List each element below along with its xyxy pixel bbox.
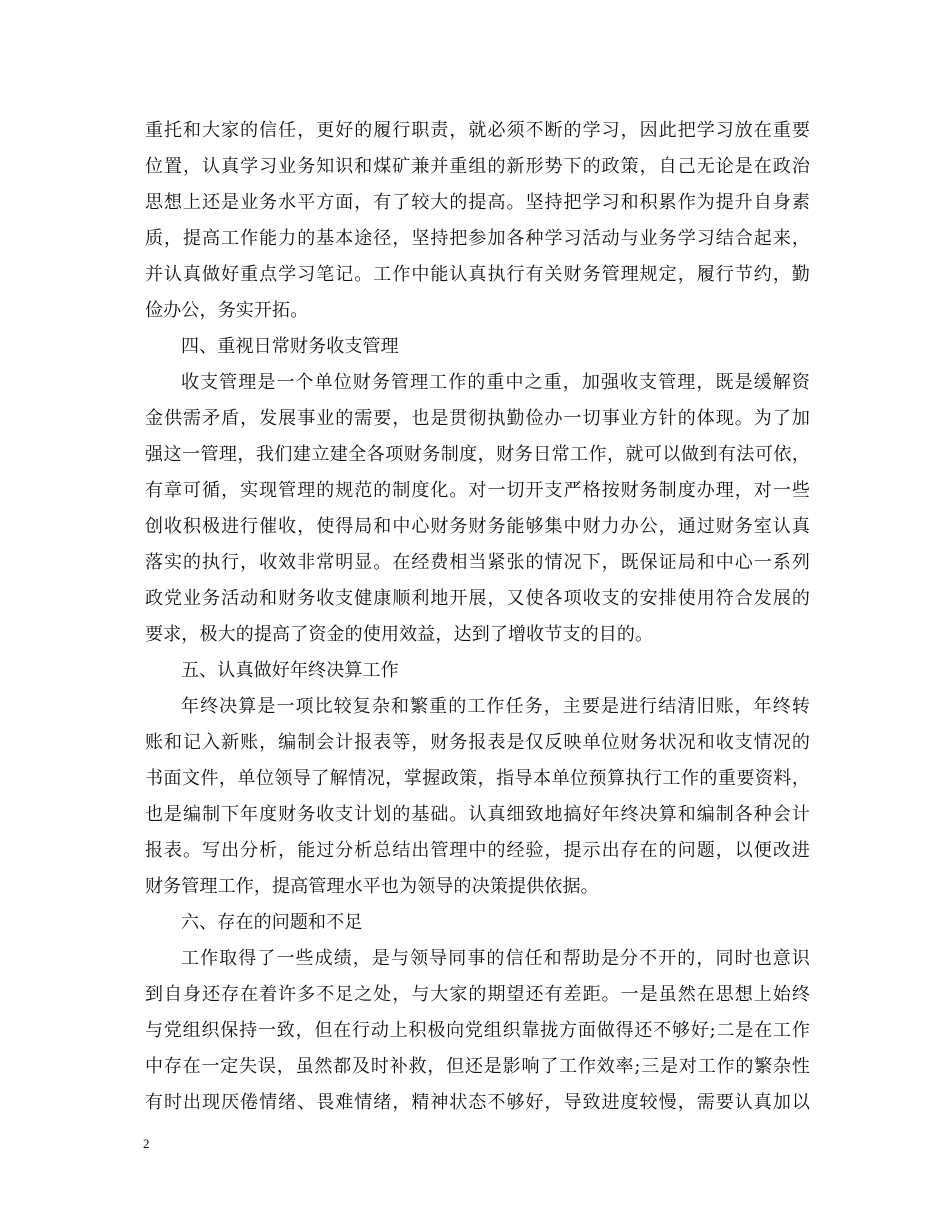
text-line: 到自身还存在着许多不足之处，与大家的期望还有差距。一是虽然在思想上始终: [145, 984, 810, 1005]
text-line: 金供需矛盾，发展事业的需要，也是贯彻执勤俭办一切事业方针的体现。为了加: [145, 408, 810, 429]
text-line: 五、认真做好年终决算工作: [181, 660, 399, 681]
text-line: 账和记入新账，编制会计报表等，财务报表是仅反映单位财务状况和收支情况的: [145, 732, 810, 753]
text-line: 财务管理工作，提高管理水平也为领导的决策提供依据。: [145, 876, 599, 897]
document-body: [145, 113, 810, 1121]
text-line: 位置，认真学习业务知识和煤矿兼并重组的新形势下的政策，自己无论是在政治: [145, 156, 810, 177]
text-line: 与党组织保持一致，但在行动上积极向党组织靠拢方面做得还不够好;二是在工作: [145, 1020, 810, 1041]
text-line: 要求，极大的提高了资金的使用效益，达到了增收节支的目的。: [145, 624, 654, 645]
text-line: 思想上还是业务水平方面，有了较大的提高。坚持把学习和积累作为提升自身素: [145, 192, 810, 213]
text-line: 报表。写出分析，能过分析总结出管理中的经验，提示出存在的问题，以便改进: [145, 840, 810, 861]
text-line: 工作取得了一些成绩，是与领导同事的信任和帮助是分不开的，同时也意识: [181, 948, 810, 969]
text-line: 中存在一定失误，虽然都及时补救，但还是影响了工作效率;三是对工作的繁杂性: [145, 1056, 810, 1077]
text-line: 质，提高工作能力的基本途径，坚持把参加各种学习活动与业务学习结合起来，: [145, 228, 810, 249]
text-line: 重托和大家的信任，更好的履行职责，就必须不断的学习，因此把学习放在重要: [145, 120, 810, 141]
text-line: 强这一管理，我们建立建全各项财务制度，财务日常工作，就可以做到有法可依，: [145, 444, 810, 465]
page-number: 2: [143, 1136, 150, 1151]
text-line: 政党业务活动和财务收支健康顺利地开展，又使各项收支的安排使用符合发展的: [145, 588, 810, 609]
text-line: 六、存在的问题和不足: [181, 912, 363, 933]
text-line: 创收积极进行催收，使得局和中心财务财务能够集中财力办公，通过财务室认真: [145, 516, 810, 537]
text-line: 落实的执行，收效非常明显。在经费相当紧张的情况下，既保证局和中心一系列: [145, 552, 810, 573]
text-line: 书面文件，单位领导了解情况，掌握政策，指导本单位预算执行工作的重要资料，: [145, 768, 810, 789]
text-line: 并认真做好重点学习笔记。工作中能认真执行有关财务管理规定，履行节约，勤: [145, 264, 810, 285]
text-line: 俭办公，务实开拓。: [145, 300, 309, 321]
text-line: 有时出现厌倦情绪、畏难情绪，精神状态不够好，导致进度较慢，需要认真加以: [145, 1092, 810, 1113]
text-line: 也是编制下年度财务收支计划的基础。认真细致地搞好年终决算和编制各种会计: [145, 804, 810, 825]
text-line: 有章可循，实现管理的规范的制度化。对一切开支严格按财务制度办理，对一些: [145, 480, 810, 501]
text-line: 收支管理是一个单位财务管理工作的重中之重，加强收支管理，既是缓解资: [181, 372, 810, 393]
text-line: 四、重视日常财务收支管理: [181, 336, 399, 357]
text-line: 年终决算是一项比较复杂和繁重的工作任务，主要是进行结清旧账，年终转: [181, 696, 810, 717]
